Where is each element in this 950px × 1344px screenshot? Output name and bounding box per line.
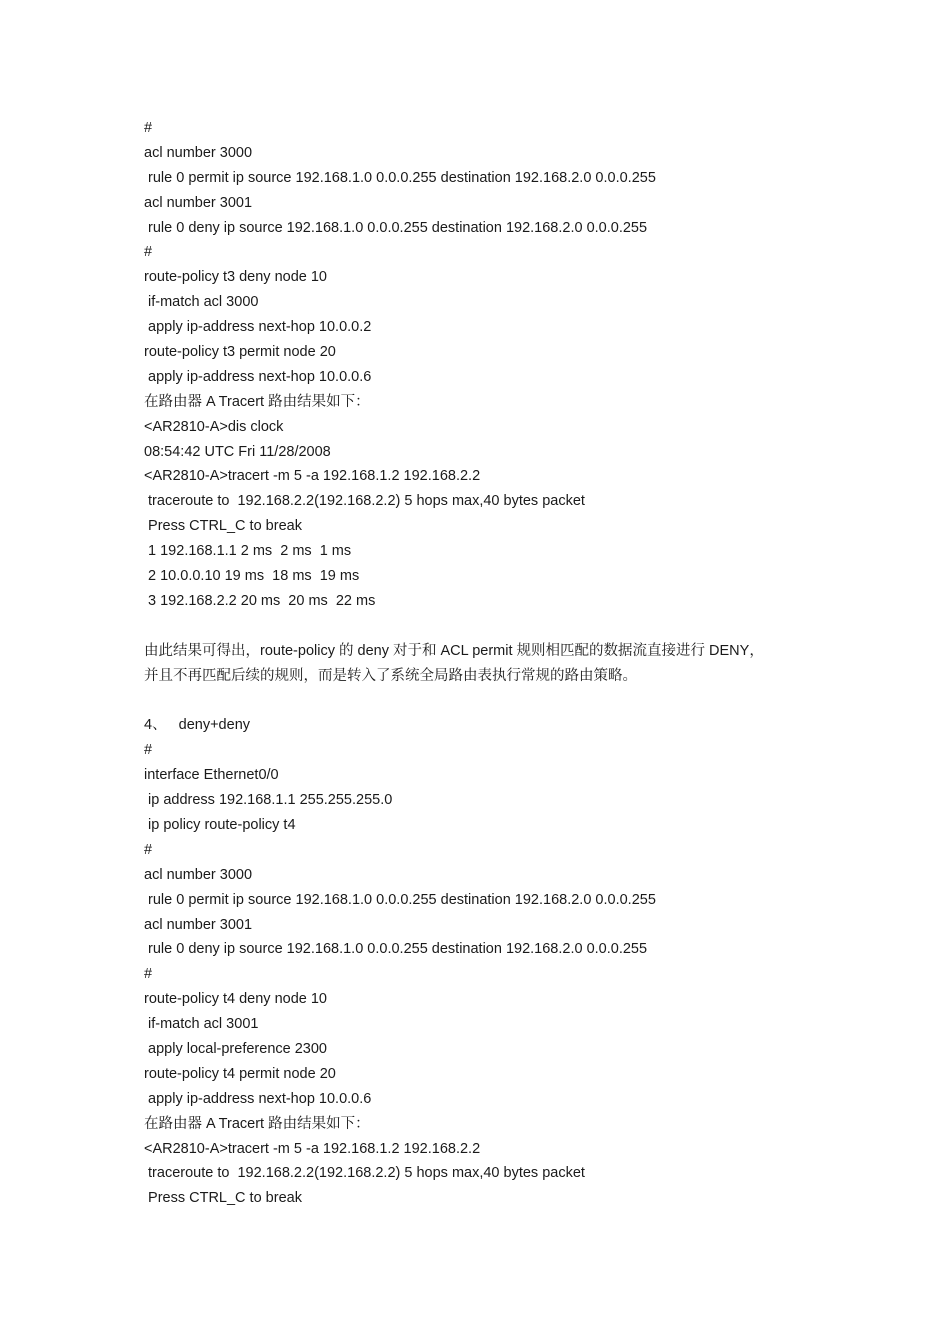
- text-line: <AR2810-A>tracert -m 5 -a 192.168.1.2 192.168.2.2: [144, 1140, 481, 1157]
- text-line: interface Ethernet0/0: [144, 767, 279, 784]
- text-line: 1 192.168.1.1 2 ms 2 ms 1 ms: [144, 543, 352, 560]
- text-line: 08:54:42 UTC Fri 11/28/2008: [144, 443, 331, 460]
- text-line: Press CTRL_C to break: [144, 1190, 302, 1207]
- text-line: 3 192.168.2.2 20 ms 20 ms 22 ms: [144, 592, 376, 609]
- text-line: 2 10.0.0.10 19 ms 18 ms 19 ms: [144, 568, 360, 585]
- text-line: 在路由器 A Tracert 路由结果如下：: [144, 393, 370, 410]
- text-line: 4、 deny+deny: [144, 717, 251, 734]
- text-line: #: [144, 966, 153, 983]
- text-line: apply ip-address next-hop 10.0.0.2: [144, 319, 372, 336]
- text-line: 并且不再匹配后续的规则，而是转入了系统全局路由表执行常规的路由策略。: [144, 667, 637, 684]
- text-line: if-match acl 3000: [144, 294, 259, 311]
- text-line: 由此结果可得出，route-policy 的 deny 对于和 ACL permit 规则相匹配的数据流直接进行 DENY，: [144, 642, 764, 659]
- text-line: #: [144, 742, 153, 759]
- text-line: rule 0 deny ip source 192.168.1.0 0.0.0.255 destination 192.168.2.0 0.0.0.255: [144, 941, 648, 958]
- text-line: rule 0 deny ip source 192.168.1.0 0.0.0.255 destination 192.168.2.0 0.0.0.255: [144, 219, 648, 236]
- text-line: #: [144, 244, 153, 261]
- text-line: acl number 3000: [144, 144, 253, 161]
- text-line: ip address 192.168.1.1 255.255.255.0: [144, 792, 393, 809]
- text-line: acl number 3001: [144, 194, 253, 211]
- text-line: rule 0 permit ip source 192.168.1.0 0.0.0.255 destination 192.168.2.0 0.0.0.255: [144, 891, 656, 908]
- text-line: route-policy t3 deny node 10: [144, 269, 327, 286]
- text-line: <AR2810-A>tracert -m 5 -a 192.168.1.2 192.168.2.2: [144, 468, 481, 485]
- text-line: 在路由器 A Tracert 路由结果如下：: [144, 1115, 370, 1132]
- blank-line: [144, 688, 824, 713]
- text-line: #: [144, 841, 153, 858]
- text-line: rule 0 permit ip source 192.168.1.0 0.0.0.255 destination 192.168.2.0 0.0.0.255: [144, 169, 656, 186]
- text-line: apply ip-address next-hop 10.0.0.6: [144, 1090, 372, 1107]
- text-line: apply local-preference 2300: [144, 1040, 327, 1057]
- text-line: #: [144, 120, 153, 136]
- text-line: route-policy t4 deny node 10: [144, 991, 327, 1008]
- text-line: <AR2810-A>dis clock: [144, 418, 284, 435]
- text-line: acl number 3001: [144, 916, 253, 933]
- text-line: traceroute to 192.168.2.2(192.168.2.2) 5 hops max,40 bytes packet: [144, 1165, 585, 1182]
- text-line: ip policy route-policy t4: [144, 816, 296, 833]
- document-body: [144, 116, 824, 1211]
- text-line: traceroute to 192.168.2.2(192.168.2.2) 5 hops max,40 bytes packet: [144, 493, 585, 510]
- text-line: route-policy t3 permit node 20: [144, 344, 336, 361]
- text-line: Press CTRL_C to break: [144, 518, 302, 535]
- text-line: if-match acl 3001: [144, 1016, 259, 1033]
- text-line: route-policy t4 permit node 20: [144, 1065, 336, 1082]
- blank-line: [144, 614, 824, 639]
- text-line: apply ip-address next-hop 10.0.0.6: [144, 368, 372, 385]
- text-line: acl number 3000: [144, 866, 253, 883]
